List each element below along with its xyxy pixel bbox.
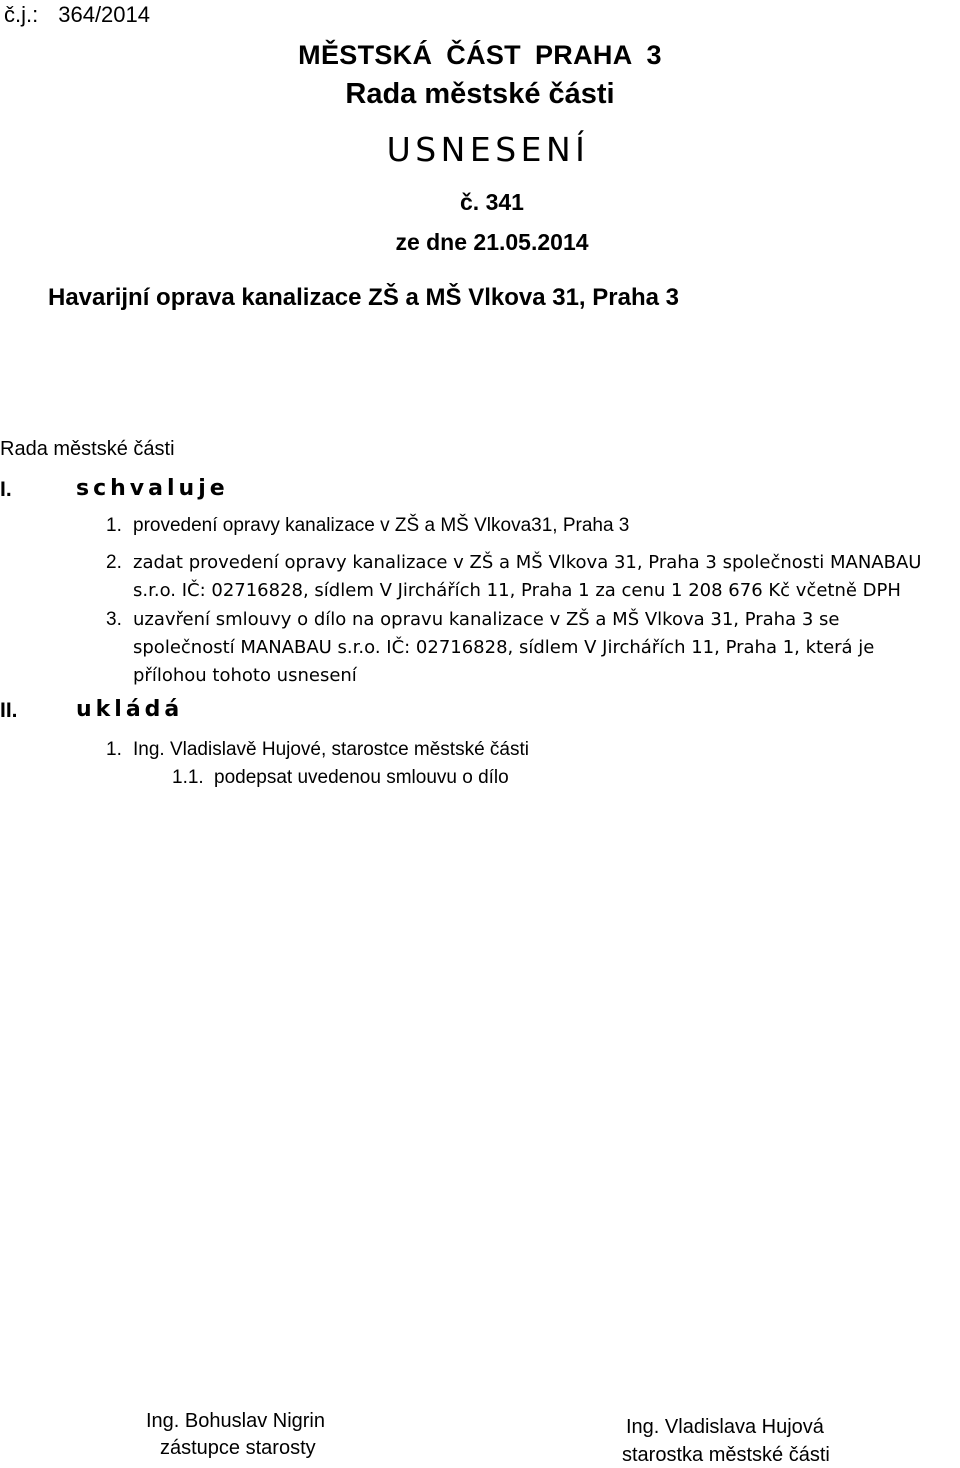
section-1-verb: schvaluje bbox=[76, 476, 229, 501]
org-word-1: MĚSTSKÁ bbox=[298, 40, 433, 70]
organization-title bbox=[0, 40, 960, 71]
org-word-4: 3 bbox=[646, 40, 662, 70]
reference-number bbox=[4, 2, 150, 28]
section-2-verb: ukládá bbox=[76, 697, 184, 722]
signature-right-name: Ing. Vladislava Hujová bbox=[626, 1416, 824, 1438]
item-text-line-1: zadat provedení opravy kanalizace v ZŠ a MŠ Vlkova 31, Praha 3 společnosti MANABAU bbox=[133, 552, 922, 573]
resolution-number: č. 341 bbox=[460, 189, 524, 215]
item-text-line-2: s.r.o. IČ: 02716828, sídlem V Jirchářích 11, Praha 1 za cenu 1 208 676 Kč včetně DPH bbox=[133, 580, 901, 601]
item-text-line-1: uzavření smlouvy o dílo na opravu kanalizace v ZŠ a MŠ Vlkova 31, Praha 3 se bbox=[133, 609, 840, 630]
item-number: 3. bbox=[106, 609, 122, 630]
resolution-date: ze dne 21.05.2014 bbox=[395, 229, 589, 255]
item-text-line-2: společností MANABAU s.r.o. IČ: 02716828, sídlem V Jirchářích 11, Praha 1, která je bbox=[133, 637, 875, 658]
item-number: 1. bbox=[106, 739, 122, 760]
item-number: 2. bbox=[106, 552, 122, 573]
item-text-line-3: přílohou tohoto usnesení bbox=[133, 665, 357, 686]
body-intro: Rada městské části bbox=[0, 438, 175, 460]
section-2-numeral: II. bbox=[0, 699, 18, 722]
section-1-numeral: I. bbox=[0, 478, 12, 501]
council-title: Rada městské části bbox=[345, 78, 615, 110]
item-text: provedení opravy kanalizace v ZŠ a MŠ Vlkova31, Praha 3 bbox=[133, 515, 630, 536]
signature-right-role: starostka městské části bbox=[622, 1444, 830, 1466]
item-number: 1. bbox=[106, 515, 122, 536]
signature-left-role: zástupce starosty bbox=[160, 1437, 316, 1459]
item-number: 1.1. bbox=[172, 767, 204, 788]
org-word-2: ČÁST bbox=[446, 40, 521, 70]
resolution-subject: Havarijní oprava kanalizace ZŠ a MŠ Vlkova 31, Praha 3 bbox=[48, 284, 679, 311]
org-word-3: PRAHA bbox=[534, 40, 633, 70]
reference-label: č.j.: bbox=[4, 2, 39, 27]
item-text: podepsat uvedenou smlouvu o dílo bbox=[214, 767, 509, 788]
reference-value: 364/2014 bbox=[58, 2, 150, 27]
signature-left-name: Ing. Bohuslav Nigrin bbox=[146, 1410, 325, 1432]
resolution-heading: USNESENÍ bbox=[386, 130, 590, 169]
item-text: Ing. Vladislavě Hujové, starostce městské části bbox=[133, 739, 530, 760]
